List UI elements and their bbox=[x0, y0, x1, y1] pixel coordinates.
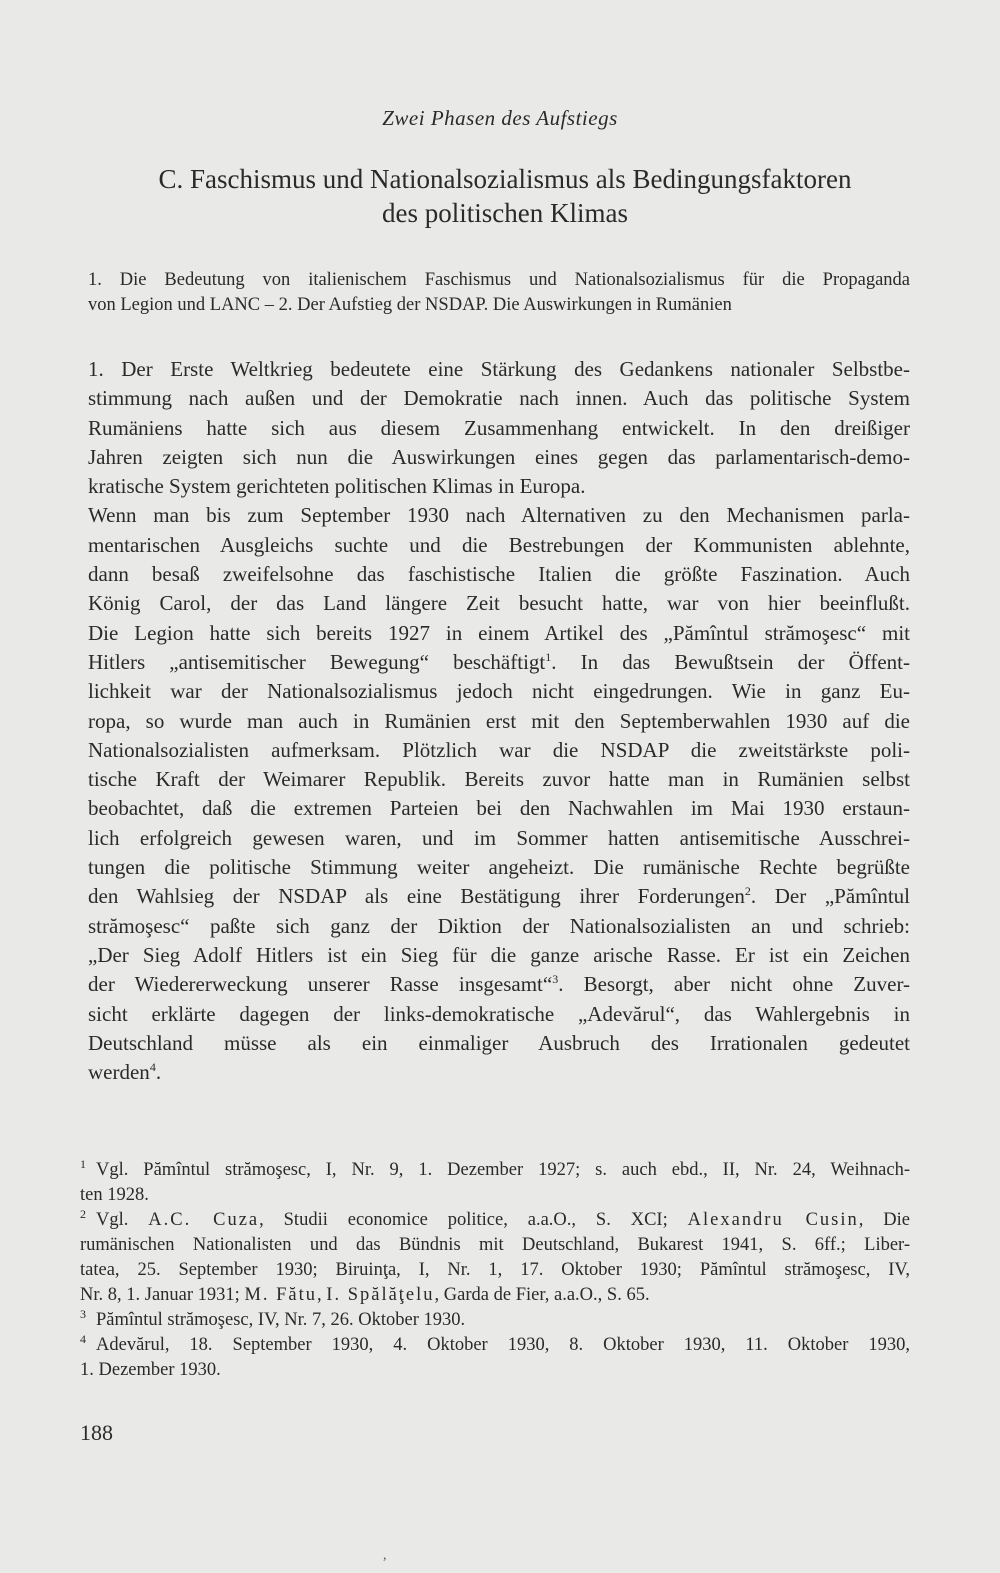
body-line: Jahren zeigten sich nun die Auswirkungen eines gegen das parlamentarisch-demo- bbox=[88, 444, 910, 469]
body-line bbox=[88, 970, 910, 999]
footnote-line bbox=[80, 1333, 910, 1358]
footnote-ref[interactable]: 2 bbox=[744, 884, 751, 899]
footnote-line: ten 1928. bbox=[80, 1185, 149, 1205]
body-line: Deutschland müsse als ein einmaliger Ausbruch des Irrationalen gedeutet bbox=[88, 1030, 910, 1055]
body-line bbox=[88, 882, 910, 911]
body-line: Die Legion hatte sich bereits 1927 in einem Artikel des „Pămîntul strămoşesc“ mit bbox=[88, 620, 910, 645]
body-line: tungen die politische Stimmung weiter angeheizt. Die rumänische Rechte begrüßte bbox=[88, 855, 910, 880]
scan-mark: , bbox=[383, 1548, 387, 1563]
body-line: kratische System gerichteten politischen Klimas in Europa. bbox=[88, 474, 586, 499]
footnote-number: 4 bbox=[80, 1331, 86, 1346]
body-line: mentarischen Ausgleichs suchte und die Bestrebungen der Kommunisten ablehnte, bbox=[88, 532, 910, 557]
summary-line-2: von Legion und LANC – 2. Der Aufstieg der NSDAP. Die Auswirkungen in Rumänien bbox=[88, 295, 732, 315]
body-line: beobachtet, daß die extremen Parteien bei den Nachwahlen im Mai 1930 erstaun- bbox=[88, 796, 910, 821]
body-line: „Der Sieg Adolf Hitlers ist ein Sieg für die ganze arische Rasse. Er ist ein Zeichen bbox=[88, 942, 910, 967]
footnote-text: Nr. 8, 1. Januar 1931; bbox=[80, 1285, 245, 1305]
body-line: Nationalsozialisten aufmerksam. Plötzlich war die NSDAP die zweitstärkste poli- bbox=[88, 737, 910, 762]
footnote-4 bbox=[80, 1333, 910, 1383]
footnote-text: , Studii economice politice, a.a.O., S. XCI; bbox=[259, 1210, 688, 1230]
footnote-text: Vgl. Pămîntul strămoşesc, I, Nr. 9, 1. Dezember 1927; s. auch ebd., II, Nr. 24, Weihnach- bbox=[96, 1160, 910, 1180]
footnote-line bbox=[80, 1283, 910, 1308]
footnote-text: Adevărul, 18. September 1930, 4. Oktober 1930, 8. Oktober 1930, 11. Oktober 1930, bbox=[96, 1335, 910, 1355]
body-line: König Carol, der das Land längere Zeit besucht hatte, war von hier beeinflußt. bbox=[88, 591, 910, 616]
footnote-text: Vgl. bbox=[96, 1210, 149, 1230]
author-name: Alexandru Cusin bbox=[687, 1210, 859, 1230]
body-line: dann besaß zweifelsohne das faschistische Italien die größte Faszination. Auch bbox=[88, 562, 910, 587]
body-line: strămoşesc“ paßte sich ganz der Diktion der Nationalsozialisten an und schrieb: bbox=[88, 913, 910, 938]
body-text-fragment: Hitlers „antisemitischer Bewegung“ beschäftigt bbox=[88, 649, 546, 674]
body-line: lich erfolgreich gewesen waren, und im Sommer hatten antisemitische Ausschrei- bbox=[88, 825, 910, 850]
footnote-number: 2 bbox=[80, 1206, 86, 1221]
footnote-1 bbox=[80, 1158, 910, 1208]
footnote-number: 3 bbox=[80, 1306, 86, 1321]
author-name: A.C. Cuza bbox=[148, 1210, 260, 1230]
body-line: lichkeit war der Nationalsozialismus jedoch nicht eingedrungen. Wie in ganz Eu- bbox=[88, 679, 910, 704]
footnote-line: rumänischen Nationalisten und das Bündnis mit Deutschland, Bukarest 1941, S. 6ff.; Liber- bbox=[80, 1235, 910, 1255]
body-text-fragment: . Besorgt, aber nicht ohne Zuver- bbox=[558, 972, 911, 997]
footnote-ref[interactable]: 4 bbox=[149, 1060, 156, 1075]
chapter-title-line-1: C. Faschismus und Nationalsozialismus als Bedingungsfaktoren bbox=[158, 164, 852, 194]
footnote-text: , bbox=[317, 1285, 327, 1305]
body-line: stimmung nach außen und der Demokratie nach innen. Auch das politische System bbox=[88, 386, 910, 411]
body-line: 1. Der Erste Weltkrieg bedeutete eine Stärkung des Gedankens nationaler Selbstbe- bbox=[88, 357, 910, 381]
body-text-fragment: . Der „Pămîntul bbox=[750, 884, 911, 909]
footnote-line bbox=[80, 1208, 910, 1233]
footnote-3 bbox=[80, 1308, 910, 1333]
footnote-line bbox=[80, 1158, 910, 1183]
body-line: tische Kraft der Weimarer Republik. Bereits zuvor hatte man in Rumänien selbst bbox=[88, 767, 910, 792]
footnote-text: , Die bbox=[858, 1210, 911, 1230]
body-text-fragment: . In das Bewußtsein der Öffent- bbox=[551, 649, 910, 674]
page-number: 188 bbox=[80, 1420, 113, 1445]
running-head: Zwei Phasen des Aufstiegs bbox=[382, 106, 618, 130]
body-line: Rumäniens hatte sich aus diesem Zusammenhang entwickelt. In den dreißiger bbox=[88, 415, 910, 440]
footnote-text: Pămîntul strămoşesc, IV, Nr. 7, 26. Oktober 1930. bbox=[96, 1310, 466, 1330]
author-name: I. Spălăţelu bbox=[326, 1285, 435, 1305]
body-line: ropa, so wurde man auch in Rumänien erst mit den Septemberwahlen 1930 auf die bbox=[88, 708, 910, 733]
footnote-line bbox=[80, 1308, 910, 1333]
footnote-line: 1. Dezember 1930. bbox=[80, 1360, 221, 1380]
footnote-line: tatea, 25. September 1930; Biruinţa, I, Nr. 1, 17. Oktober 1930; Pămîntul strămoşesc, IV, bbox=[80, 1260, 910, 1280]
body-text-fragment: den Wahlsieg der NSDAP als eine Bestätigung ihrer Forderungen bbox=[88, 884, 745, 909]
author-name: M. Fătu bbox=[244, 1285, 318, 1305]
chapter-title bbox=[110, 162, 900, 230]
footnote-ref[interactable]: 3 bbox=[552, 972, 559, 987]
chapter-title-line-2: des politischen Klimas bbox=[382, 198, 628, 228]
body-text-fragment: der Wiedererweckung unserer Rasse insgesamt“ bbox=[88, 972, 553, 997]
body-text bbox=[88, 355, 910, 1087]
footnote-number: 1 bbox=[80, 1156, 86, 1171]
footnotes bbox=[80, 1158, 910, 1383]
summary-line-1: 1. Die Bedeutung von italienischem Faschismus und Nationalsozialismus für die Propaganda bbox=[88, 270, 910, 290]
footnote-text: , Garda de Fier, a.a.O., S. 65. bbox=[434, 1285, 650, 1305]
chapter-summary bbox=[88, 268, 910, 318]
body-line: sicht erklärte dagegen der links-demokratische „Adevărul“, das Wahlergebnis in bbox=[88, 1001, 910, 1026]
body-text-fragment: werden bbox=[88, 1060, 150, 1085]
footnote-2 bbox=[80, 1208, 910, 1308]
body-line bbox=[88, 1058, 910, 1087]
body-line bbox=[88, 648, 910, 677]
footnote-ref[interactable]: 1 bbox=[545, 649, 552, 664]
body-text-fragment: . bbox=[155, 1060, 162, 1085]
body-line: Wenn man bis zum September 1930 nach Alternativen zu den Mechanismen parla- bbox=[88, 503, 910, 528]
